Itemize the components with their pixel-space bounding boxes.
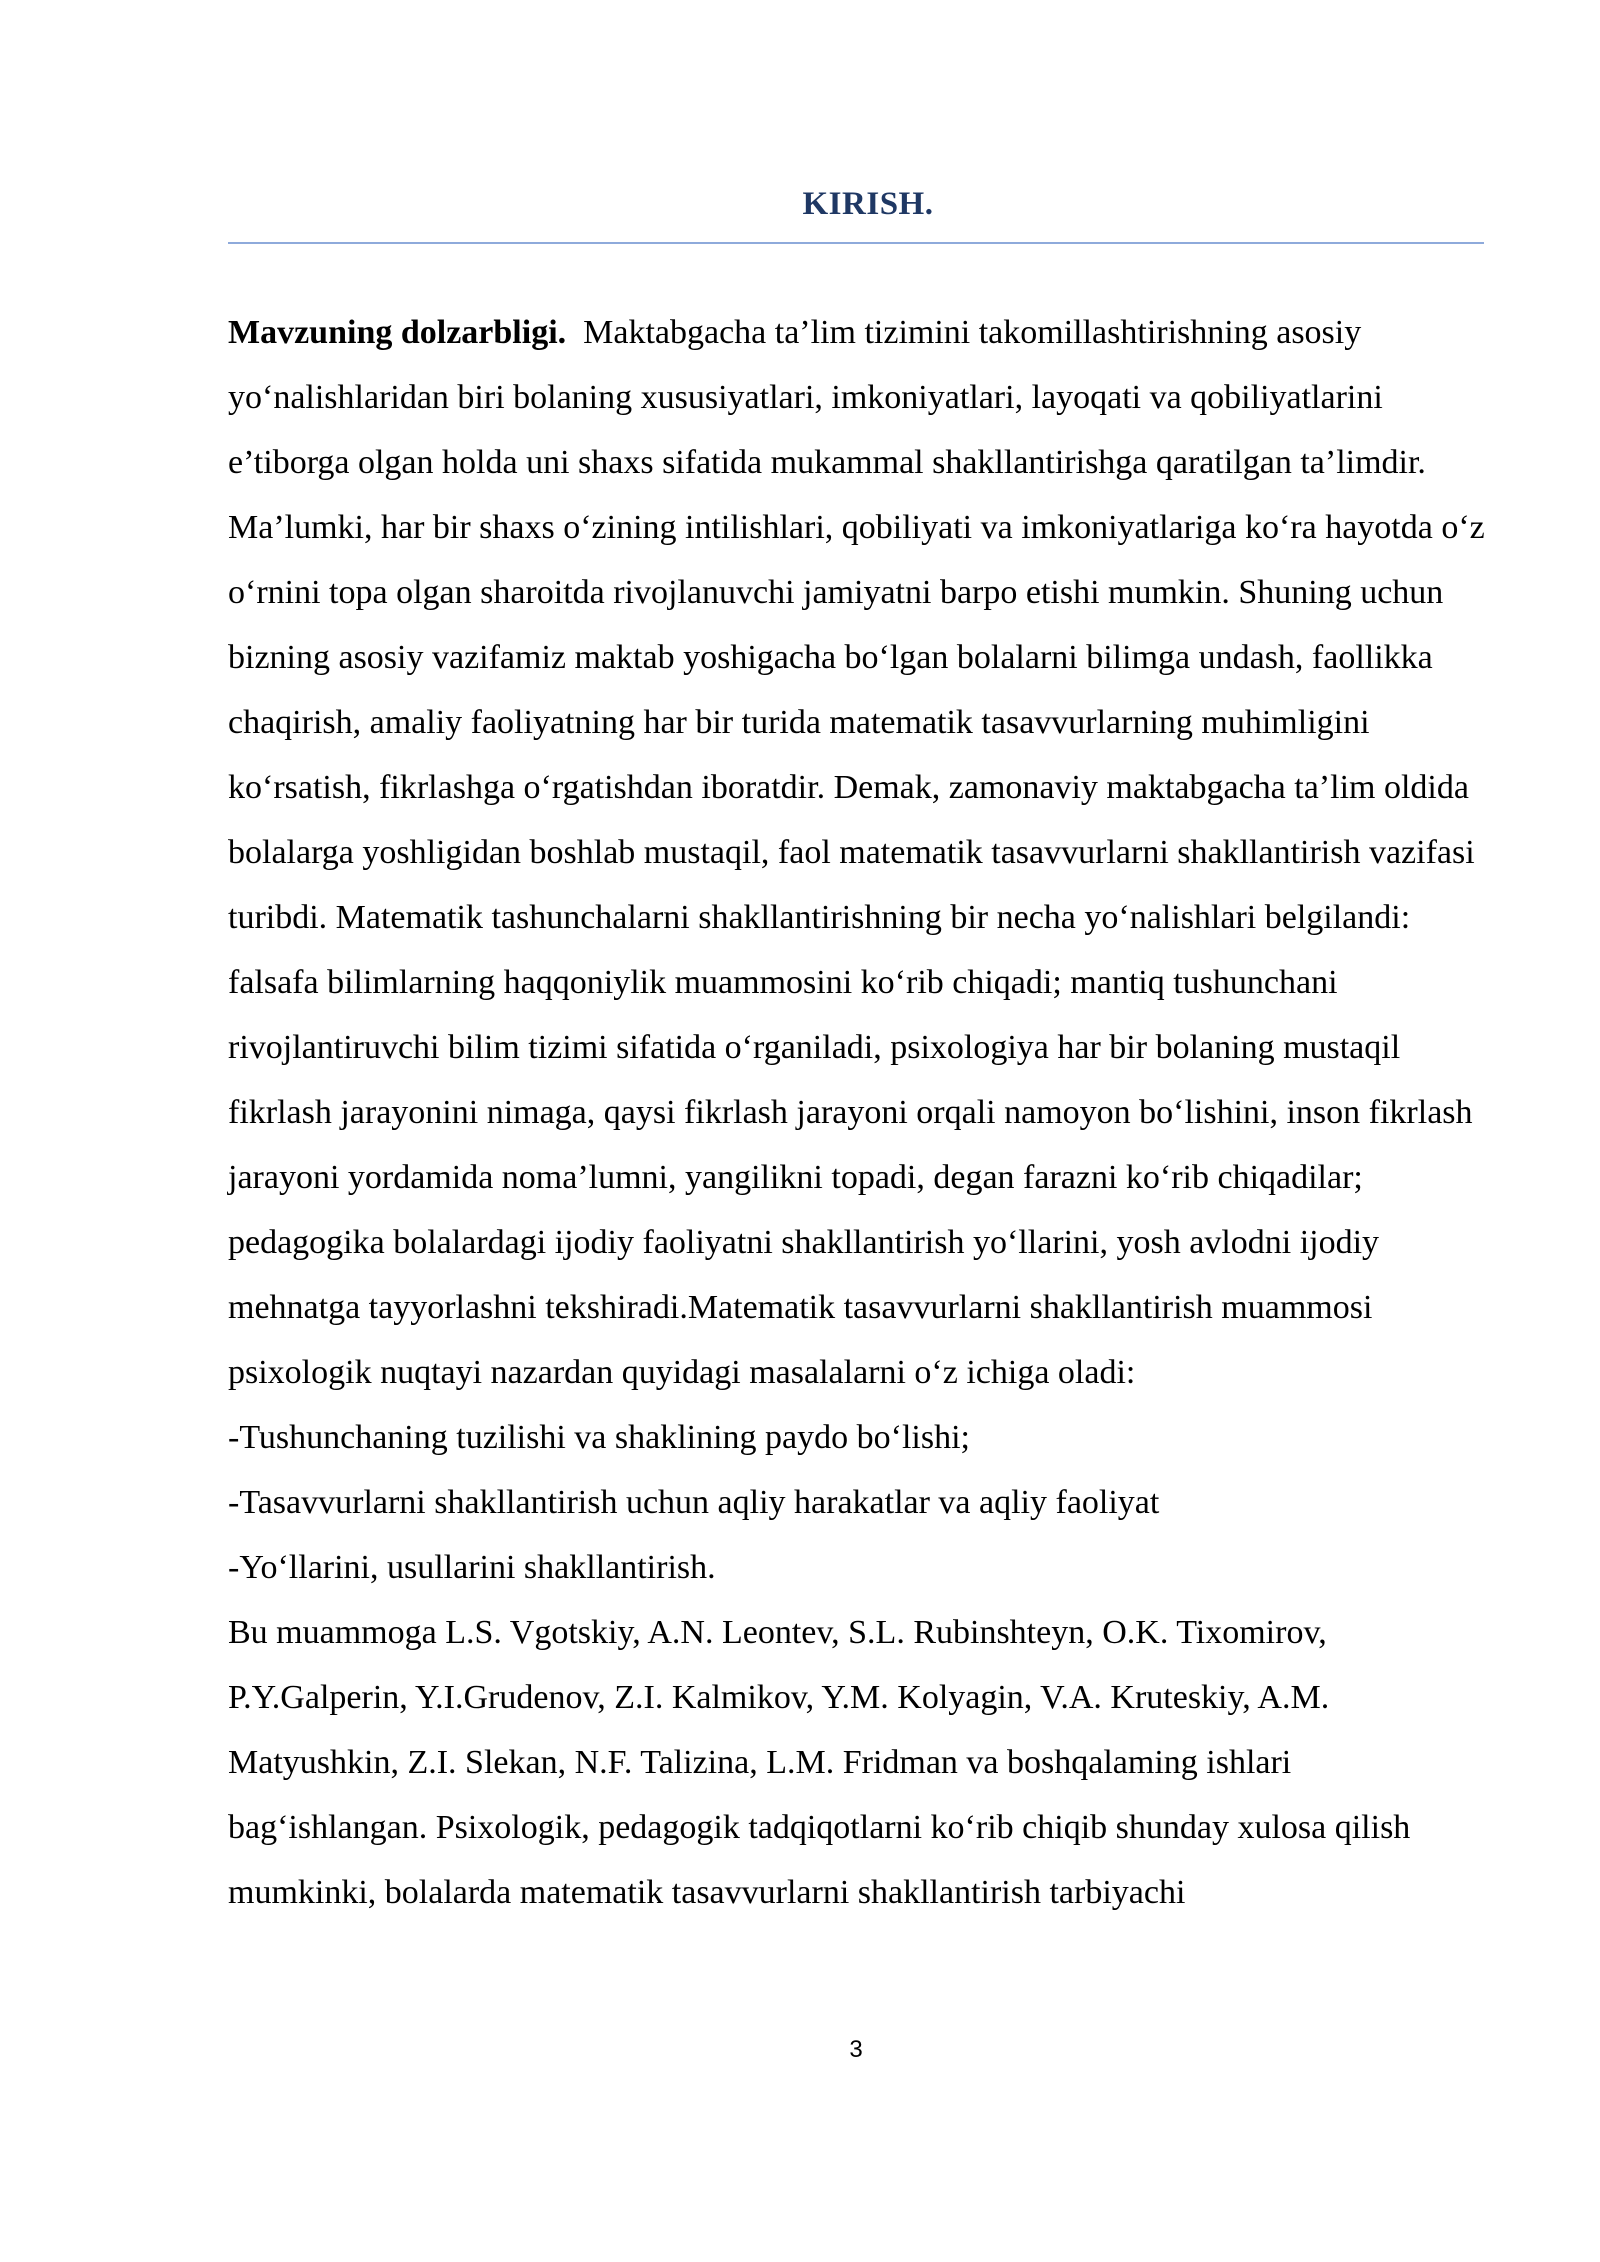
- list-item: -Tasavvurlarni shakllantirish uchun aqliy harakatlar va aqliy faoliyat: [228, 1484, 1160, 1521]
- page-number: 3: [849, 2036, 863, 2063]
- list-item: -Tushunchaning tuzilishi va shaklining paydo bo‘lishi;: [228, 1419, 970, 1456]
- section-heading: KIRISH.: [802, 186, 934, 222]
- paragraph-relevance: [228, 300, 1488, 1405]
- paragraph-lead-label: Mavzuning dolzarbligi.: [228, 314, 567, 351]
- heading-underline: [228, 242, 1484, 244]
- document-body: [228, 300, 1488, 1925]
- list-item: -Yo‘llarini, usullarini shakllantirish.: [228, 1549, 716, 1586]
- paragraph-researchers: Bu muammoga L.S. Vgotskiy, A.N. Leontev, S.L. Rubinshteyn, O.K. Tixomirov, P.Y.Galperin, Y.I.Grudenov, Z.I. Kalmikov, Y.M. Kolyagin, V.A. Kruteskiy, A.M. Matyushkin, Z.I. Slekan, N.F. Talizina, L.M. Fridman va boshqalaming ishlari bag‘ishlangan. Psixologik, pedagogik tadqiqotlarni ko‘rib chiqib shunday xulosa qilish mumkinki, bolalarda matematik tasavvurlarni shakllantirish tarbiyachi: [228, 1614, 1411, 1911]
- paragraph-text: Maktabgacha ta’lim tizimini takomillashtirishning asosiy yo‘nalishlaridan biri bolaning xususiyatlari, imkoniyatlari, layoqati va qobiliyatlarini e’tiborga olgan holda uni shaxs sifatida mukammal shakllantirishga qaratilgan ta’limdir. Ma’lumki, har bir shaxs o‘zining intilishlari, qobiliyati va imkoniyatlariga ko‘ra hayotda o‘z o‘rnini topa olgan sharoitda rivojlanuvchi jamiyatni barpo etishi mumkin. Shuning uchun bizning asosiy vazifamiz maktab yoshigacha bo‘lgan bolalarni bilimga undash, faollikka chaqirish, amaliy faoliyatning har bir turida matematik tasavvurlarning muhimligini ko‘rsatish, fikrlashga o‘rgatishdan iboratdir. Demak, zamonaviy maktabgacha ta’lim oldida bolalarga yoshligidan boshlab mustaqil, faol matematik tasavvurlarni shakllantirish vazifasi turibdi. Matematik tashunchalarni shakllantirishning bir necha yo‘nalishlari belgilandi: falsafa bilimlarning haqqoniylik muammosini ko‘rib chiqadi; mantiq tushunchani rivojlantiruvchi bilim tizimi sifatida o‘rganiladi, psixologiya har bir bolaning mustaqil fikrlash jarayonini nimaga, qaysi fikrlash jarayoni orqali namoyon bo‘lishini, inson fikrlash jarayoni yordamida noma’lumni, yangilikni topadi, degan farazni ko‘rib chiqadilar; pedagogika bolalardagi ijodiy faoliyatni shakllantirish yo‘llarini, yosh avlodni ijodiy mehnatga tayyorlashni tekshiradi.Matematik tasavvurlarni shakllantirish muammosi psixologik nuqtayi nazardan quyidagi masalalarni o‘z ichiga oladi:: [228, 314, 1485, 1391]
